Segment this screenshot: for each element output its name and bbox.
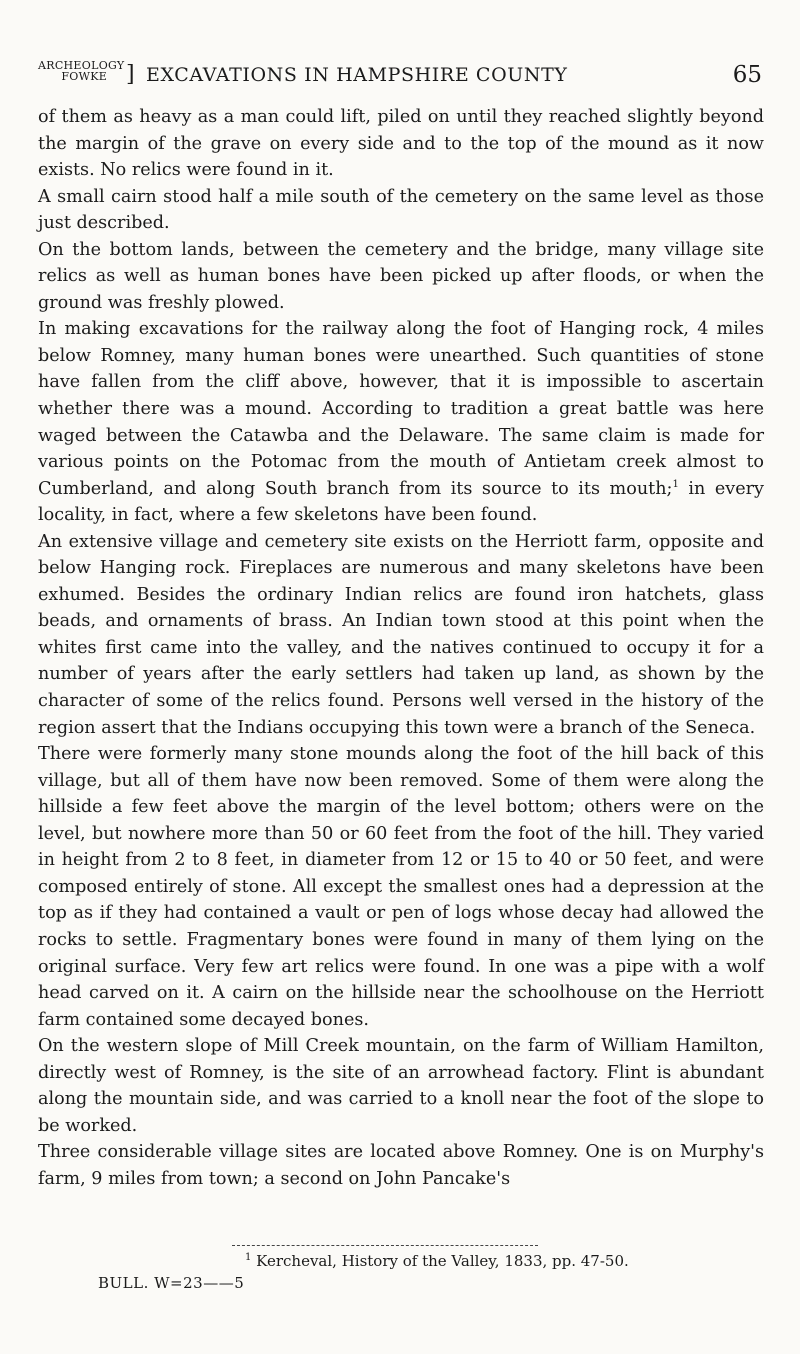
running-head [38, 60, 762, 94]
paragraph: On the bottom lands, between the cemetery and the bridge, many village site relics as well as human bones have been picked up after floods, or when the ground was freshly plowed. [38, 239, 764, 313]
bulletin-signature: BULL. W=23——5 [98, 1274, 245, 1292]
paragraph: A small cairn stood half a mile south of the cemetery on the same level as those just described. [38, 186, 764, 234]
running-title: EXCAVATIONS IN HAMPSHIRE COUNTY [146, 64, 568, 86]
paragraph: of them as heavy as a man could lift, piled on until they reached slightly beyond the margin of the grave on every side and to the top of the mound as it now exists. No relics were found in it. [38, 107, 764, 181]
section-tag-line1: ARCHEOLOGY [38, 59, 125, 72]
footnote-rule [232, 1245, 538, 1246]
paragraph: Three considerable village sites are located above Romney. One is on Murphy's farm, 9 miles from town; a second on John Pancake's [38, 1142, 764, 1189]
page-number: 65 [732, 62, 762, 88]
footnote-text: Kercheval, History of the Valley, 1833, pp. 47-50. [256, 1252, 629, 1270]
paragraph-text-tail: in every locality, in fact, where a few skeletons have been found. [38, 478, 764, 526]
section-tag-line2: FOWKE [61, 70, 108, 83]
paragraph: On the western slope of Mill Creek mountain, on the farm of William Hamilton, directly west of Romney, is the site of an arrowhead factory. Flint is abundant along the mountain side, and was carried to a knoll near the foot of the slope to be worked. [38, 1036, 764, 1136]
body-text [38, 104, 764, 1192]
section-bracket: ] [126, 62, 135, 87]
section-tag [38, 60, 124, 82]
footnote-ref[interactable]: 1 [672, 478, 679, 490]
paragraph: An extensive village and cemetery site exists on the Herriott farm, opposite and below Hanging rock. Fireplaces are numerous and many skeletons have been exhumed. Besides the ordinary Indian relics are found iron hatchets, glass beads, and ornaments of brass. An Indian town stood at this point when the whites first came into the valley, and the natives continued to occupy it for a number of years after the early settlers had taken up land, as shown by the character of some of the relics found. Persons well versed in the history of the region assert that the Indians occupying this town were a branch of the Seneca. [38, 531, 764, 738]
paragraph [38, 316, 764, 528]
footnote-marker: 1 [245, 1252, 252, 1263]
paragraph: There were formerly many stone mounds along the foot of the hill back of this village, but all of them have now been removed. Some of them were along the hillside a few feet above the margin of the level bottom; others were on the level, but nowhere more than 50 or 60 feet from the foot of the hill. They varied in height from 2 to 8 feet, in diameter from 12 or 15 to 40 or 50 feet, and were composed entirely of stone. All except the smallest ones had a depression at the top as if they had contained a vault or pen of logs whose decay had allowed the rocks to settle. Fragmentary bones were found in many of them lying on the original surface. Very few art relics were found. In one was a pipe with a wolf head carved on it. A cairn on the hillside near the schoolhouse on the Herriott farm contained some decayed bones. [38, 744, 764, 1030]
paragraph-text: In making excavations for the railway along the foot of Hanging rock, 4 miles below Romney, many human bones were unearthed. Such quantities of stone have fallen from the cliff above, however, that it is impossible to ascertain whether there was a mound. According to tradition a great battle was here waged between the Catawba and the Delaware. The same claim is made for various points on the Potomac from the mouth of Antietam creek almost to Cumberland, and along South branch from its source to its mouth; [38, 319, 764, 499]
footnote [245, 1252, 629, 1270]
